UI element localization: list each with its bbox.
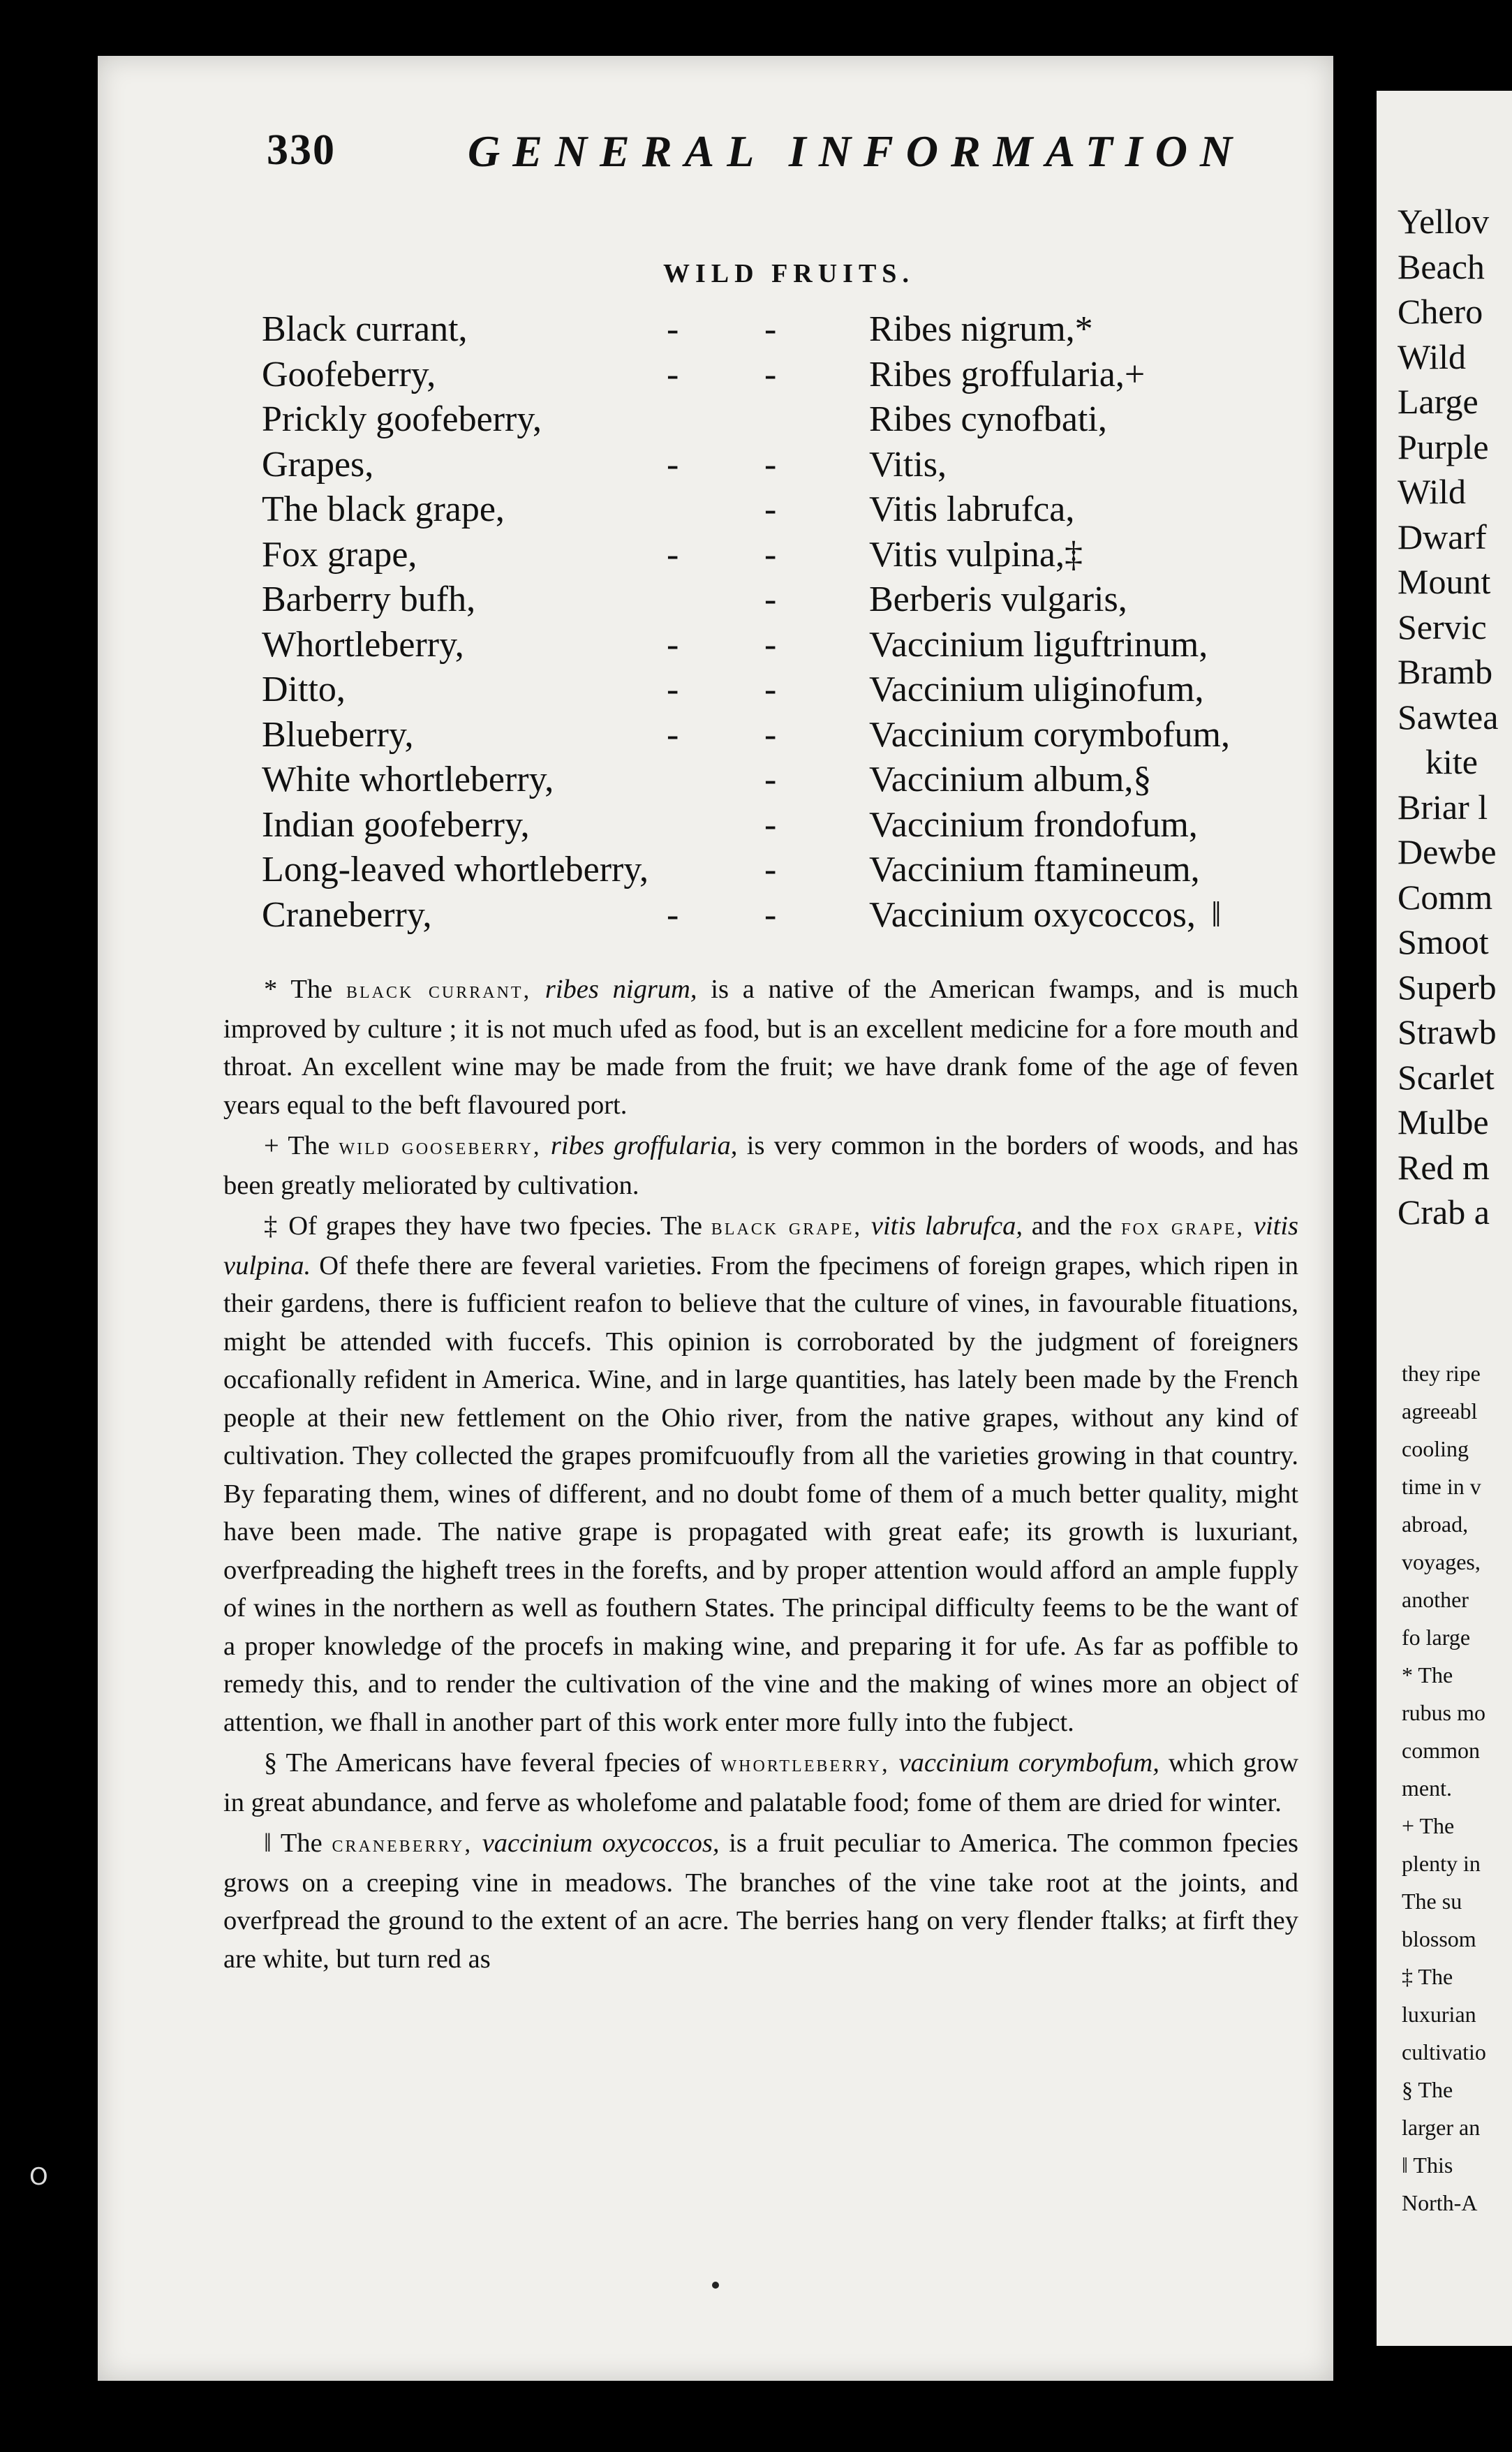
leader-dash: -	[764, 760, 777, 799]
fruit-latin-name: Ribes groffularia,+	[869, 354, 1146, 394]
facing-list-line: Yellov	[1398, 202, 1490, 241]
fruit-latin-name: Vitis vulpina,‡	[869, 534, 1083, 575]
facing-list-line: Scarlet	[1398, 1057, 1495, 1097]
fruit-latin-name: Ribes cynofbati,	[869, 399, 1107, 439]
facing-list-line: Crab a	[1398, 1192, 1490, 1232]
fruit-common-name: Black currant,	[262, 309, 468, 349]
facing-note-line: blossom	[1402, 1926, 1476, 1951]
footnote-craneberry: ‖ The craneberry, vaccinium oxycoccos, is a fruit peculiar to America. The common fpecies grows on a creeping vine in meadows. The branches of the vine take root at the joints, and overfpread the ground to the extent of an acre. The berries hang on very flender ftalks; at firft they are white, but turn red as	[223, 1829, 1298, 1974]
section-title: WILD FRUITS.	[663, 259, 914, 288]
facing-note-line: * The	[1402, 1662, 1453, 1687]
fruit-row	[262, 307, 1295, 353]
margin-mark: O	[29, 2163, 48, 2191]
fruit-row	[262, 533, 1295, 578]
facing-list-line: Large	[1398, 382, 1478, 421]
fruit-row	[262, 758, 1295, 803]
page-header	[98, 126, 1333, 189]
leader-dash: -	[764, 444, 777, 485]
leader-dash: -	[764, 714, 777, 755]
fruit-latin-name: Vaccinium uliginofum,	[869, 670, 1204, 709]
fruit-row	[262, 893, 1295, 938]
facing-list-line: Wild	[1398, 337, 1466, 376]
leader-dash: -	[667, 894, 679, 935]
footnote-black-currant: * The black currant, ribes nigrum, is a native of the American fwamps, and is much improved by culture ; it is not much ufed as food, but is an excellent medicine for a fore mouth and throat. An excellent wine may be made from the fruit; we have drank fome of the age of feven years equal to the beft flavoured port.	[223, 975, 1299, 1120]
fruit-common-name: Goofeberry,	[262, 354, 436, 394]
fruit-row	[262, 713, 1295, 758]
facing-note-line: another	[1402, 1587, 1469, 1612]
facing-list-line: Briar l	[1398, 787, 1488, 827]
fruit-latin-name: Vaccinium liguftrinum,	[869, 624, 1208, 665]
fruit-row	[262, 487, 1295, 533]
leader-dash: -	[764, 624, 777, 665]
footnote-grapes: ‡ Of grapes they have two fpecies. The black grape, vitis labrufca, and the fox grape, vitis vulpina. Of thefe there are feveral varieties. From the fpecimens of foreign grapes, which ripen in their gardens, there is fufficient reafon to believe that the culture of vines, in favourable fituations, might be attended with fuccefs. This opinion is corroborated by the judgment of foreigners occafionally refident in America. Wine, and in large quantities, has lately been made by the French people at their new fettlement on the Ohio river, from the native grapes, without any kind of cultivation. They collected the grapes promifcuoufly from all the varieties growing in that country. By feparating them, wines of different, and no doubt fome of them of a much better quality, might have been made. The native grape is propagated with great eafe; its growth is luxuriant, overfpreading the higheft trees in the forefts, and by proper attention would afford an ample fupply of wines in the northern as well as fouthern States. The principal difficulty feems to be the want of a proper knowledge of the procefs in making wine, and preparing it for ufe. As far as poffible to remedy this, and to render the cultivation of the vine and the making of wines more an object of attention, we fhall in another part of this work enter more fully into the fubject.	[223, 1211, 1299, 1737]
facing-list-line: Strawb	[1398, 1012, 1497, 1051]
fruit-row	[262, 397, 1295, 443]
leader-dash: -	[667, 624, 679, 665]
facing-note-line: voyages,	[1402, 1549, 1481, 1574]
fruit-row	[262, 803, 1295, 848]
facing-list-line: Superb	[1398, 967, 1497, 1007]
facing-note-line: luxurian	[1402, 2002, 1476, 2027]
facing-note-line: time in v	[1402, 1474, 1481, 1499]
facing-note-line: plenty in	[1402, 1851, 1481, 1876]
facing-page-fragment	[1377, 91, 1512, 2346]
facing-note-line: cultivatio	[1402, 2039, 1486, 2065]
facing-note-line: ‡ The	[1402, 1964, 1453, 1989]
ink-speck	[712, 2282, 719, 2289]
fruit-latin-name: Vaccinium album,§	[869, 760, 1152, 799]
book-page	[98, 56, 1333, 2381]
fruit-common-name: White whortleberry,	[262, 760, 554, 799]
fruit-common-name: Blueberry,	[262, 714, 414, 755]
facing-note-line: ment.	[1402, 1775, 1452, 1801]
footnotes	[223, 970, 1298, 1981]
fruit-row	[262, 667, 1295, 713]
facing-list-line: Beach	[1398, 246, 1485, 286]
fruit-row	[262, 577, 1295, 623]
fruit-common-name: Grapes,	[262, 444, 374, 485]
footnote-whortleberry: § The Americans have feveral fpecies of whortleberry, vaccinium corymbofum, which grow in great abundance, and ferve as wholefome and palatable food; fome of them are dried for winter.	[223, 1748, 1299, 1817]
fruit-latin-name: Vaccinium frondofum,	[869, 804, 1198, 845]
leader-dash: -	[764, 850, 777, 889]
leader-dash: -	[667, 714, 679, 755]
fruit-common-name: Whortleberry,	[262, 624, 464, 665]
fruit-table	[262, 307, 1295, 938]
facing-list-line: Dewbe	[1398, 832, 1497, 871]
fruit-common-name: Barberry bufh,	[262, 579, 476, 619]
leader-dash: -	[667, 670, 679, 709]
facing-note-line: § The	[1402, 2077, 1453, 2102]
facing-list-line: Mulbe	[1398, 1102, 1489, 1142]
facing-note-line: larger an	[1402, 2115, 1481, 2140]
facing-list-line: kite	[1425, 742, 1478, 781]
leader-dash: -	[764, 309, 777, 349]
facing-note-line: + The	[1402, 1813, 1455, 1838]
leader-dash: -	[764, 534, 777, 575]
fruit-common-name: Indian goofeberry,	[262, 804, 530, 845]
facing-note-line: agreeabl	[1402, 1398, 1478, 1424]
facing-list-line: Bramb	[1398, 652, 1493, 691]
facing-note-line: common	[1402, 1738, 1480, 1763]
facing-list-line: Chero	[1398, 292, 1483, 331]
fruit-common-name: Craneberry,	[262, 894, 432, 935]
footnote-wild-gooseberry: + The wild gooseberry, ribes groffularia, is very common in the borders of woods, and has been greatly meliorated by cultivation.	[223, 1131, 1299, 1200]
leader-dash: -	[764, 804, 777, 845]
leader-dash: -	[667, 354, 679, 394]
fruit-common-name: Fox grape,	[262, 534, 417, 575]
leader-dash: -	[764, 579, 777, 619]
fruit-common-name: Ditto,	[262, 670, 346, 709]
fruit-row	[262, 623, 1295, 668]
facing-list-line: Mount	[1398, 562, 1491, 601]
facing-note-line: rubus mo	[1402, 1700, 1485, 1725]
fruit-row	[262, 353, 1295, 398]
footnote-mark: ‖	[1211, 894, 1222, 935]
facing-note-line: abroad,	[1402, 1512, 1469, 1537]
facing-note-line: fo large	[1402, 1625, 1471, 1650]
facing-note-line: ‖ This	[1402, 2152, 1453, 2178]
running-title: GENERAL INFORMATION	[468, 126, 1245, 176]
facing-list-line: Comm	[1398, 877, 1493, 917]
leader-dash: -	[764, 894, 777, 935]
facing-list-line: Dwarf	[1398, 517, 1487, 556]
leader-dash: -	[764, 354, 777, 394]
leader-dash: -	[764, 670, 777, 709]
facing-list-line: Smoot	[1398, 922, 1489, 961]
page-number: 330	[267, 126, 336, 174]
facing-page-list	[1398, 199, 1498, 1235]
facing-list-line: Red m	[1398, 1147, 1490, 1187]
leader-dash: -	[667, 534, 679, 575]
fruit-latin-name: Ribes nigrum,*	[869, 309, 1093, 349]
facing-list-line: Purple	[1398, 427, 1489, 466]
fruit-latin-name: Vaccinium oxycoccos,	[869, 894, 1196, 935]
facing-note-line: North-A	[1402, 2190, 1478, 2215]
fruit-row	[262, 848, 1295, 893]
fruit-common-name: Long-leaved whortleberry,	[262, 850, 648, 889]
fruit-row	[262, 443, 1295, 488]
fruit-latin-name: Vitis labrufca,	[869, 489, 1075, 529]
fruit-common-name: Prickly goofeberry,	[262, 399, 542, 439]
facing-list-line: Servic	[1398, 607, 1487, 647]
facing-note-line: The su	[1402, 1889, 1462, 1914]
leader-dash: -	[667, 444, 679, 485]
fruit-latin-name: Vitis,	[869, 444, 947, 485]
fruit-common-name: The black grape,	[262, 489, 505, 529]
fruit-latin-name: Vaccinium corymbofum,	[869, 714, 1230, 755]
facing-note-line: they ripe	[1402, 1361, 1481, 1386]
fruit-latin-name: Berberis vulgaris,	[869, 579, 1127, 619]
facing-note-line: cooling	[1402, 1436, 1469, 1461]
facing-list-line: Wild	[1398, 472, 1466, 511]
leader-dash: -	[667, 309, 679, 349]
facing-list-line: Sawtea	[1398, 697, 1499, 737]
facing-page-notes	[1402, 1354, 1486, 2222]
leader-dash: -	[764, 489, 777, 529]
fruit-latin-name: Vaccinium ftamineum,	[869, 850, 1200, 889]
